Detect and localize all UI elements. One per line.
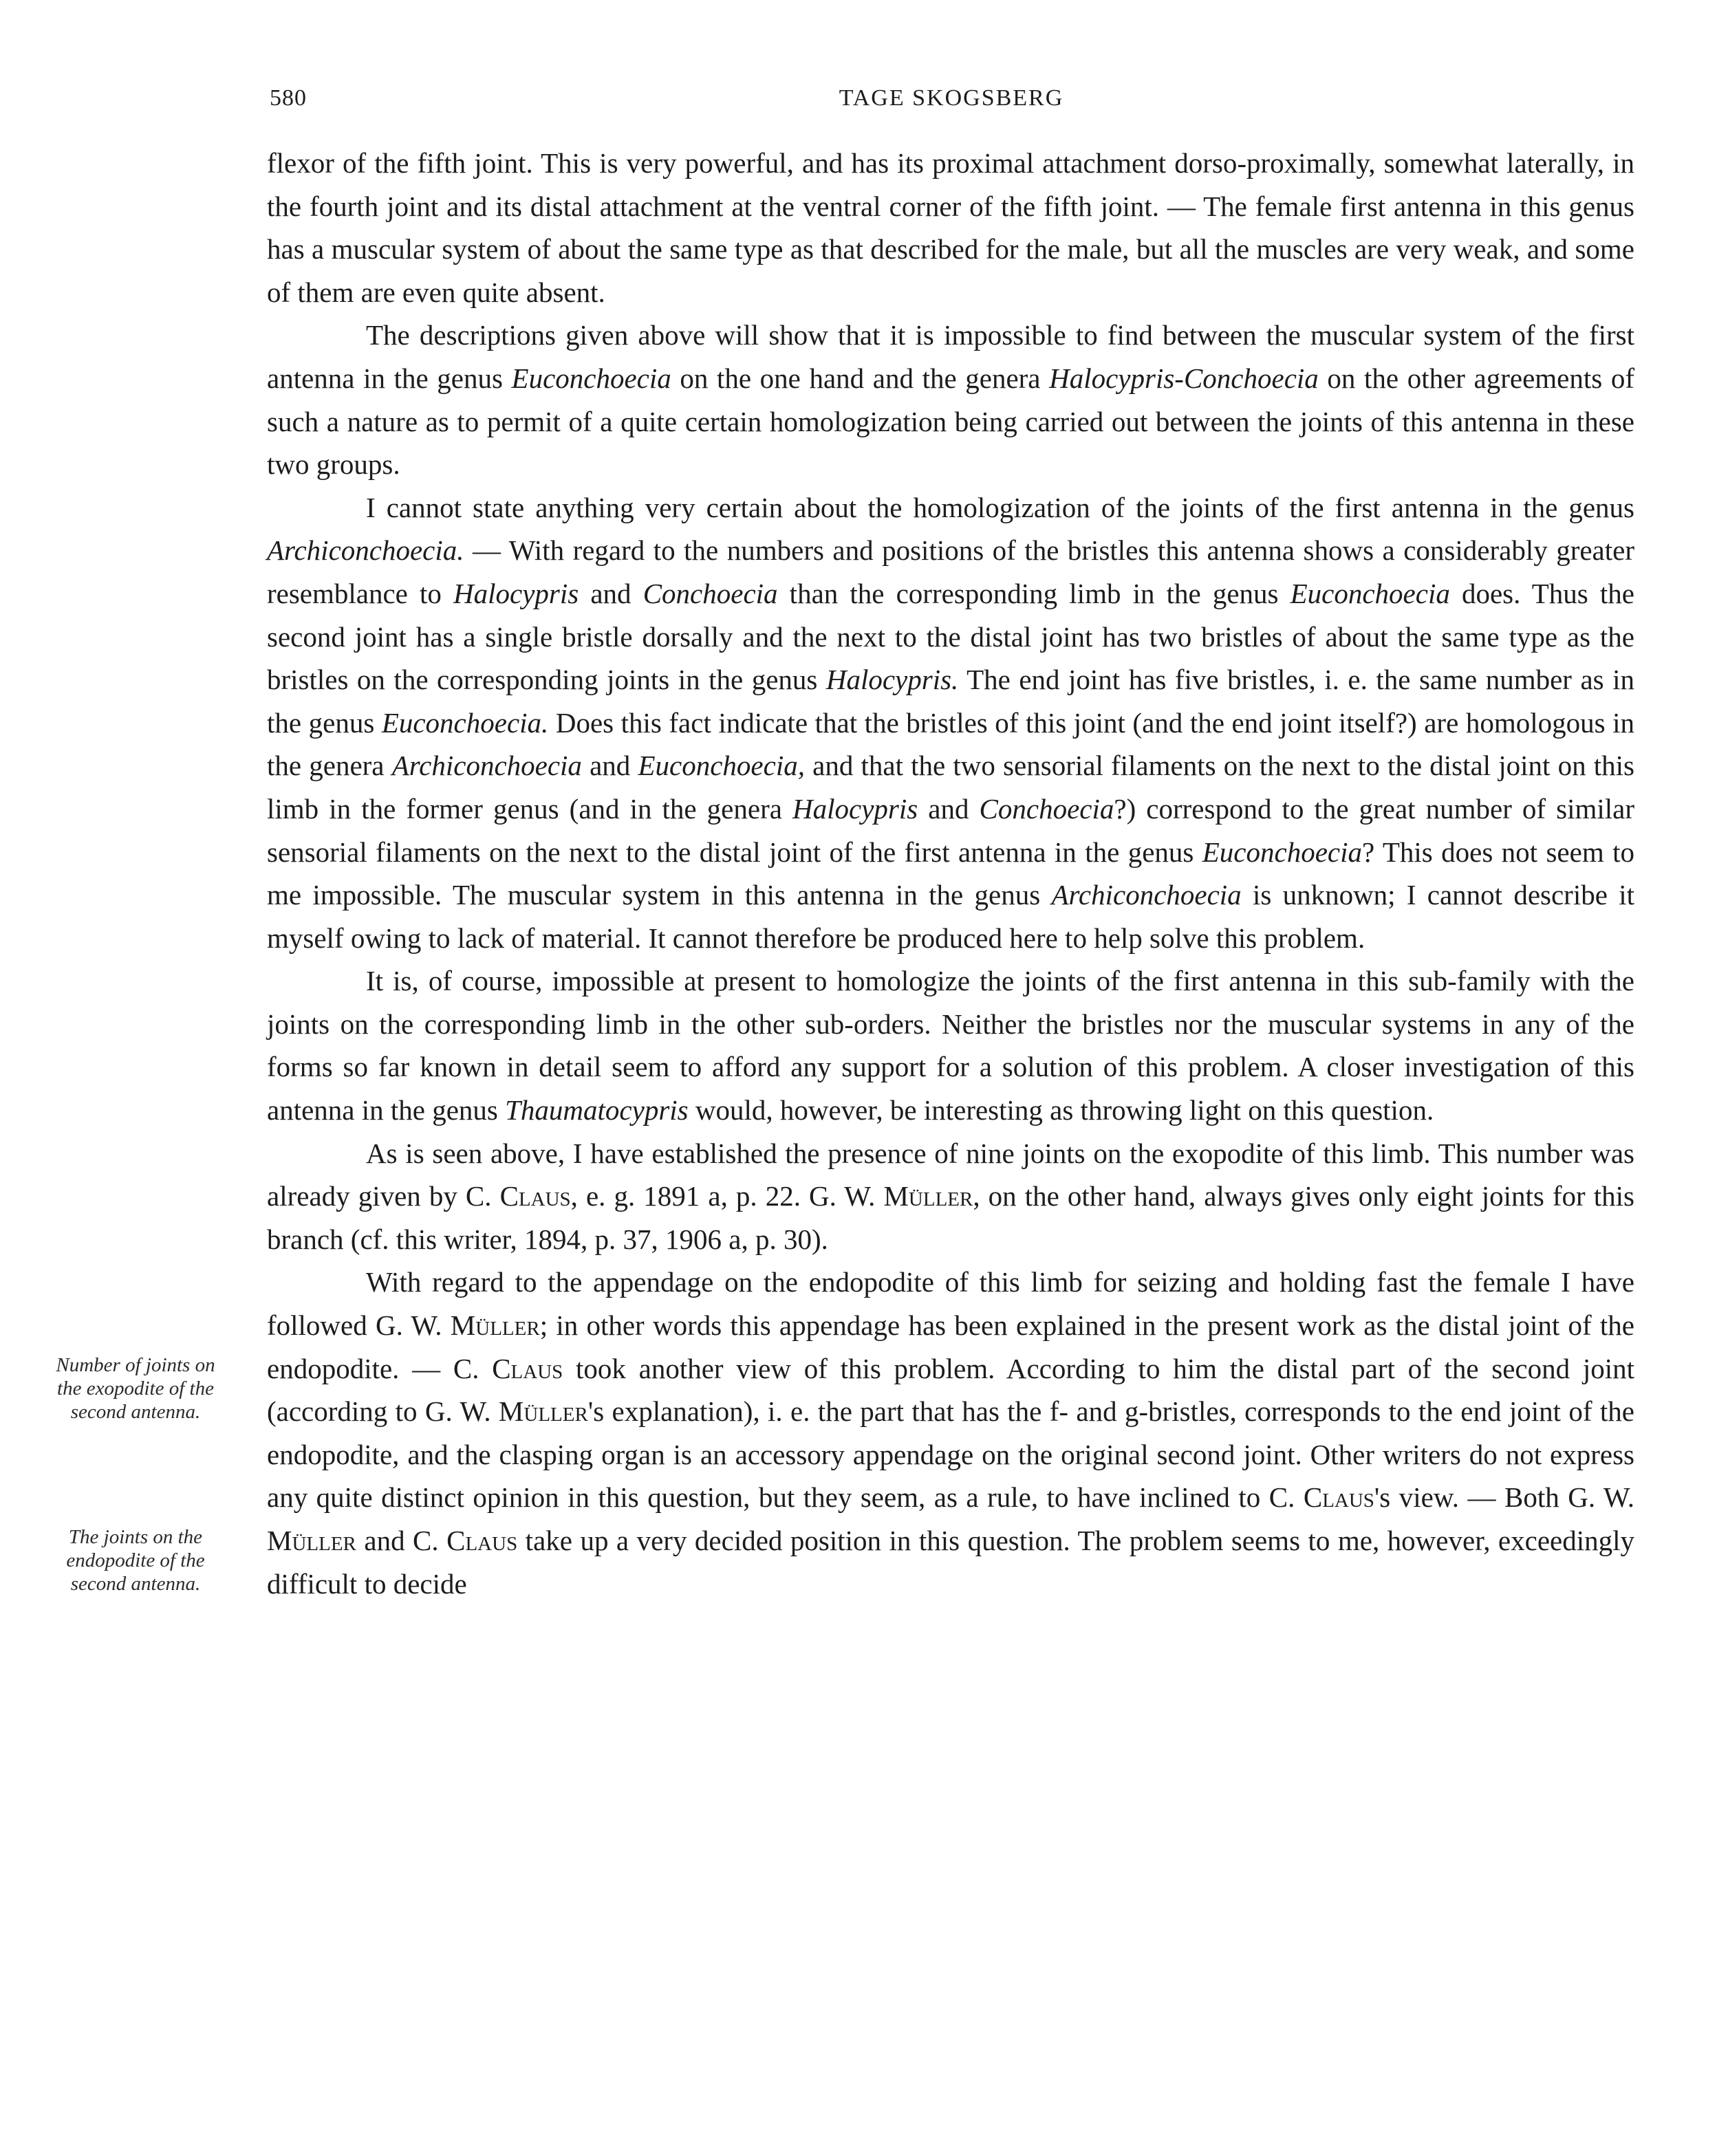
text-run: The descriptions given above will show that it is impossible to find between the muscular system of the first antenna in the genus xyxy=(267,319,1634,394)
italic-term: Halocypris xyxy=(792,792,918,825)
author-name: Claus xyxy=(499,1180,571,1212)
text-run: With regard to the appendage on the endopodite of this limb for seizing and holding fast the female I have followed G. W. xyxy=(267,1266,1634,1342)
italic-term: Conchoecia xyxy=(642,577,778,609)
text-run: than the corresponding limb in the genus xyxy=(777,577,1291,609)
italic-term: Euconchoecia, xyxy=(638,750,805,782)
margin-note-line: endopodite of the xyxy=(66,1549,205,1571)
italic-term: Euconchoecia xyxy=(511,362,671,394)
text-run: , e. g. 1891 a, p. 22. G. W. xyxy=(570,1180,884,1212)
text-run: is unknown; I cannot describe it myself owing to lack of material. It cannot therefore be produced here to help solve this problem. xyxy=(267,879,1634,954)
text-run: Does this fact indicate that the bristles of this joint (and the end joint itself?) are homologous in the genera xyxy=(267,706,1634,782)
author-name: Müller xyxy=(883,1180,973,1212)
text-run: does. Thus the second joint has a single bristle dorsally and the next to the distal joint has two bristles of about the same type as the bristles on the corresponding joints in the genus xyxy=(267,577,1634,696)
italic-term: Halocypris xyxy=(453,577,579,609)
text-run: and C. xyxy=(356,1525,447,1556)
text-run: and xyxy=(918,792,980,825)
text-run: The end joint has five bristles, i. e. the same number as in the genus xyxy=(267,664,1634,739)
text-run: flexor of the fifth joint. This is very powerful, and has its proximal attachment dorso-proximally, somewhat laterally, in the fourth joint and its distal attachment at the ventral corner of the fifth joint. — The female first antenna in this genus has a muscular system of about the same type as that described for the male, but all the muscles are very weak, and some of them are even quite absent. xyxy=(267,147,1634,308)
running-head: TAGE SKOGSBERG xyxy=(839,85,1064,111)
paragraph xyxy=(267,1261,1634,1605)
paragraph xyxy=(267,314,1634,486)
text-run: ? This does not seem to me impossible. The muscular system in this antenna in the genus xyxy=(267,836,1635,911)
italic-term: Thaumatocypris xyxy=(505,1094,689,1126)
text-run: would, however, be interesting as throwing light on this question. xyxy=(688,1094,1434,1126)
italic-term: Euconchoecia xyxy=(1290,577,1450,609)
text-run: and xyxy=(581,750,638,782)
text-run: , on the other hand, always gives only eight joints for this branch (cf. this writer, 1894, p. 37, 1906 a, p. 30). xyxy=(267,1180,1635,1255)
italic-term: Conchoecia xyxy=(979,792,1114,825)
text-run: took another view of this problem. According to him the distal part of the second joint (according to G. W. xyxy=(267,1352,1635,1428)
text-run: 's view. — Both G. W. xyxy=(1374,1481,1635,1514)
margin-note-line: The joints on the xyxy=(68,1526,203,1548)
author-name: Müller xyxy=(450,1309,540,1342)
text-run: ; in other words this appendage has been explained in the present work as the distal joint of the endopodite. — C. xyxy=(267,1309,1634,1384)
body-text xyxy=(267,142,1634,1605)
author-name: Müller xyxy=(267,1525,356,1556)
paragraph xyxy=(267,142,1634,314)
text-run: I cannot state anything very certain about the homologization of the joints of the first antenna in the genus xyxy=(366,491,1634,523)
margin-note-line: second antenna. xyxy=(70,1401,201,1423)
italic-term: Halocypris. xyxy=(825,664,959,696)
page-header xyxy=(270,81,1633,122)
margin-note-line: the exopodite of the xyxy=(57,1378,214,1400)
paragraph xyxy=(267,486,1634,960)
italic-term: Euconchoecia xyxy=(1202,836,1362,868)
author-name: Claus xyxy=(1303,1481,1374,1514)
text-run: and xyxy=(579,577,643,609)
author-name: Müller xyxy=(498,1395,588,1428)
italic-term: Euconchoecia. xyxy=(381,706,549,739)
paragraph xyxy=(267,1132,1634,1261)
text-run: take up a very decided position in this question. The problem seems to me, however, exceedingly difficult to decide xyxy=(267,1525,1634,1600)
italic-term: Archiconchoecia xyxy=(1051,879,1242,911)
italic-term: Halocypris-Conchoecia xyxy=(1049,362,1319,394)
text-run: on the one hand and the genera xyxy=(671,362,1050,394)
margin-note-line: Number of joints on xyxy=(56,1354,215,1376)
text-run: It is, of course, impossible at present to homologize the joints of the first antenna in this sub-family with the joints on the corresponding limb in the other sub-orders. Neither the bristles nor the muscular systems in any of the forms so far known in detail seem to afford any support for a solution of this problem. A closer investigation of this antenna in the genus xyxy=(267,965,1634,1126)
text-run: ?) correspond to the great number of similar sensorial filaments on the next to the distal joint of the first antenna in the genus xyxy=(267,792,1635,868)
text-run: 's explanation), i. e. the part that has the f- and g-bristles, corresponds to the end joint of the endopodite, and the clasping organ is an accessory appendage on the original second joint. Other writers do not express any quite distinct opinion in this question, but they seem, as a rule, to have inclined to C. xyxy=(267,1395,1634,1514)
author-name: Claus xyxy=(492,1352,563,1384)
italic-term: Archiconchoecia. xyxy=(267,534,464,567)
text-run: — With regard to the numbers and positions of the bristles this antenna shows a considerably greater resemblance to xyxy=(267,534,1634,609)
margin-note-endopodite-joints xyxy=(19,1525,252,1596)
text-run: on the other agreements of such a nature as to permit of a quite certain homologization being carried out between the joints of this antenna in these two groups. xyxy=(267,362,1634,481)
text-run: and that the two sensorial filaments on the next to the distal joint on this limb in the former genus (and in the genera xyxy=(267,750,1634,825)
margin-note-exopodite-joints xyxy=(19,1353,252,1424)
text-run: As is seen above, I have established the presence of nine joints on the exopodite of this limb. This number was already given by C. xyxy=(267,1137,1634,1212)
margin-note-line: second antenna. xyxy=(70,1573,201,1595)
page-number: 580 xyxy=(270,85,307,111)
paragraph xyxy=(267,959,1634,1131)
italic-term: Archiconchoecia xyxy=(391,750,582,782)
author-name: Claus xyxy=(446,1525,518,1556)
